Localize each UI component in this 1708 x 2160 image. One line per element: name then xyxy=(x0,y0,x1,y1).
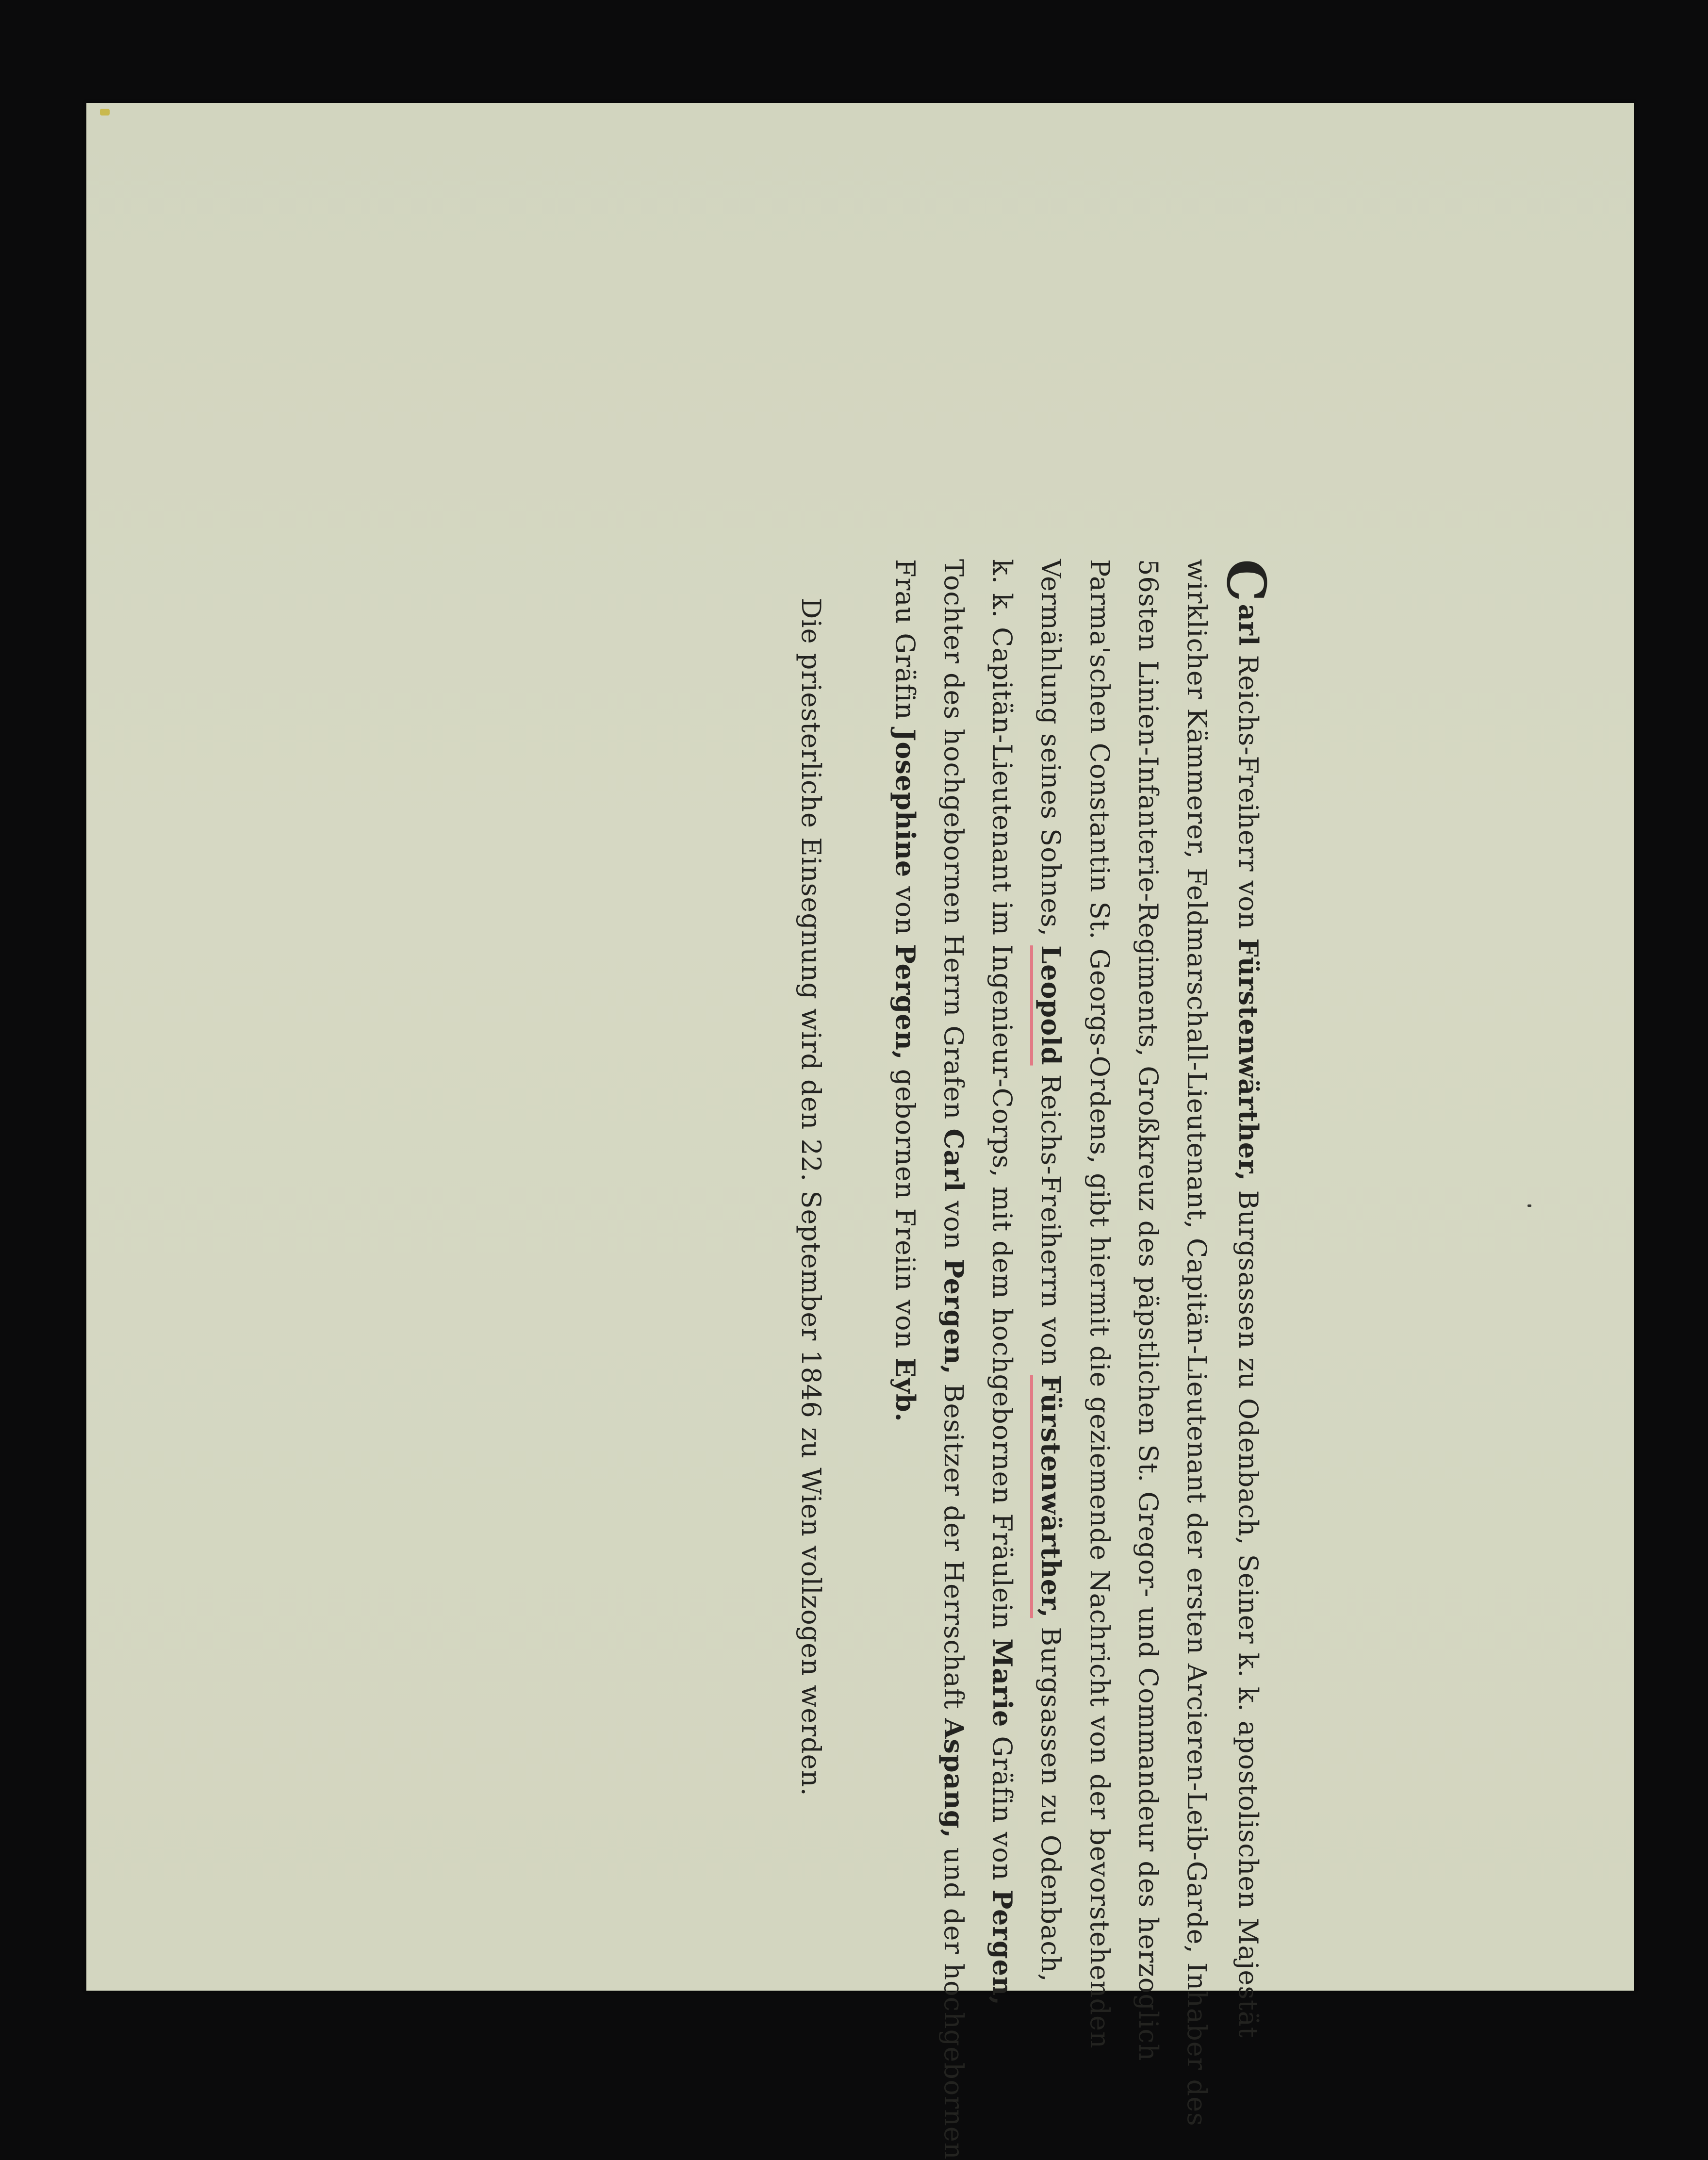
text-line-5 xyxy=(1035,559,1067,1982)
announcement-text xyxy=(729,559,1292,2160)
emphasized-name: Fürstenwärther, xyxy=(1233,938,1264,1182)
emphasized-name: arl xyxy=(1233,604,1264,646)
text-line-2 xyxy=(1183,559,1210,2127)
emphasized-name: Fürstenwärther, xyxy=(1035,1375,1067,1618)
text-segment: Gräfin von xyxy=(987,1727,1018,1890)
text-segment: und der hochgebornen xyxy=(938,1838,969,2160)
text-segment: Frau Gräfin xyxy=(890,559,920,729)
paper-stain xyxy=(100,109,110,115)
text-segment: Reichs-Freiherrn von xyxy=(1035,1065,1066,1375)
line-content xyxy=(1133,559,1164,2061)
text-segment: Besitzer der Herrschaft xyxy=(938,1374,969,1718)
line-content xyxy=(1182,559,1212,2127)
emphasized-name: Eyb. xyxy=(890,1357,921,1422)
text-segment: von xyxy=(938,1192,969,1259)
text-segment: 56sten Linien-Infanterie-Regiments, Großkreuz des päpstlichen St. Gregor- und Commandeur des herzoglich xyxy=(1133,559,1164,2061)
text-line-3 xyxy=(1133,559,1164,2061)
text-segment: Vermählung seines Sohnes, xyxy=(1035,559,1066,946)
emphasized-name: Leopold xyxy=(1035,945,1067,1066)
line-content xyxy=(1035,559,1066,1982)
text-segment: Burgsassen zu Odenbach, xyxy=(1035,1618,1066,1982)
emphasized-name: Pergen, xyxy=(890,944,921,1060)
text-segment: Parma'schen Constantin St. Georgs-Ordens, gibt hiermit die geziemende Nachricht von der bevorstehenden xyxy=(1084,559,1115,2049)
closing-line: Die priesterliche Einsegnung wird den 22. September 1846 zu Wien vollzogen werden. xyxy=(796,598,826,1797)
emphasized-name: Carl xyxy=(938,1128,969,1192)
text-line-8 xyxy=(892,559,919,1422)
text-segment: von xyxy=(890,877,920,944)
text-line-1 xyxy=(1215,559,1278,2038)
text-line-6 xyxy=(989,559,1016,2006)
line-content xyxy=(890,559,920,1422)
emphasized-name: Marie xyxy=(987,1638,1018,1728)
emphasized-name: Pergen, xyxy=(987,1889,1018,2006)
initial-letter: C xyxy=(1215,559,1278,602)
line-content xyxy=(1233,604,1264,2038)
line-content xyxy=(987,559,1018,2006)
text-segment: Tochter des hochgebornen Herrn Grafen xyxy=(938,559,969,1129)
emphasized-name: Josephine xyxy=(890,728,921,878)
text-segment: Burgsassen zu Odenbach, Seiner k. k. apostolischen Majestät xyxy=(1233,1181,1264,2038)
emphasized-name: Pergen, xyxy=(938,1258,969,1375)
text-segment: gebornen Freiin von xyxy=(890,1060,920,1358)
paper-sheet xyxy=(86,103,1634,2160)
emphasized-name: Aspang, xyxy=(938,1718,969,1839)
text-line-4 xyxy=(1086,559,1113,2049)
line-content xyxy=(938,559,969,2160)
text-segment: Reichs-Freiherr von xyxy=(1233,646,1264,939)
paper-speck xyxy=(1527,1204,1531,1207)
text-line-7 xyxy=(940,559,967,2160)
text-segment: k. k. Capitän-Lieutenant im Ingenieur-Corps, mit dem hochgebornen Fräulein xyxy=(987,559,1018,1639)
text-segment: wirklicher Kämmerer, Feldmarschall-Lieutenant, Capitän-Lieutenant der ersten Arcieren-Leib-Garde, Inhaber des xyxy=(1182,559,1212,2127)
line-content xyxy=(1084,559,1115,2049)
